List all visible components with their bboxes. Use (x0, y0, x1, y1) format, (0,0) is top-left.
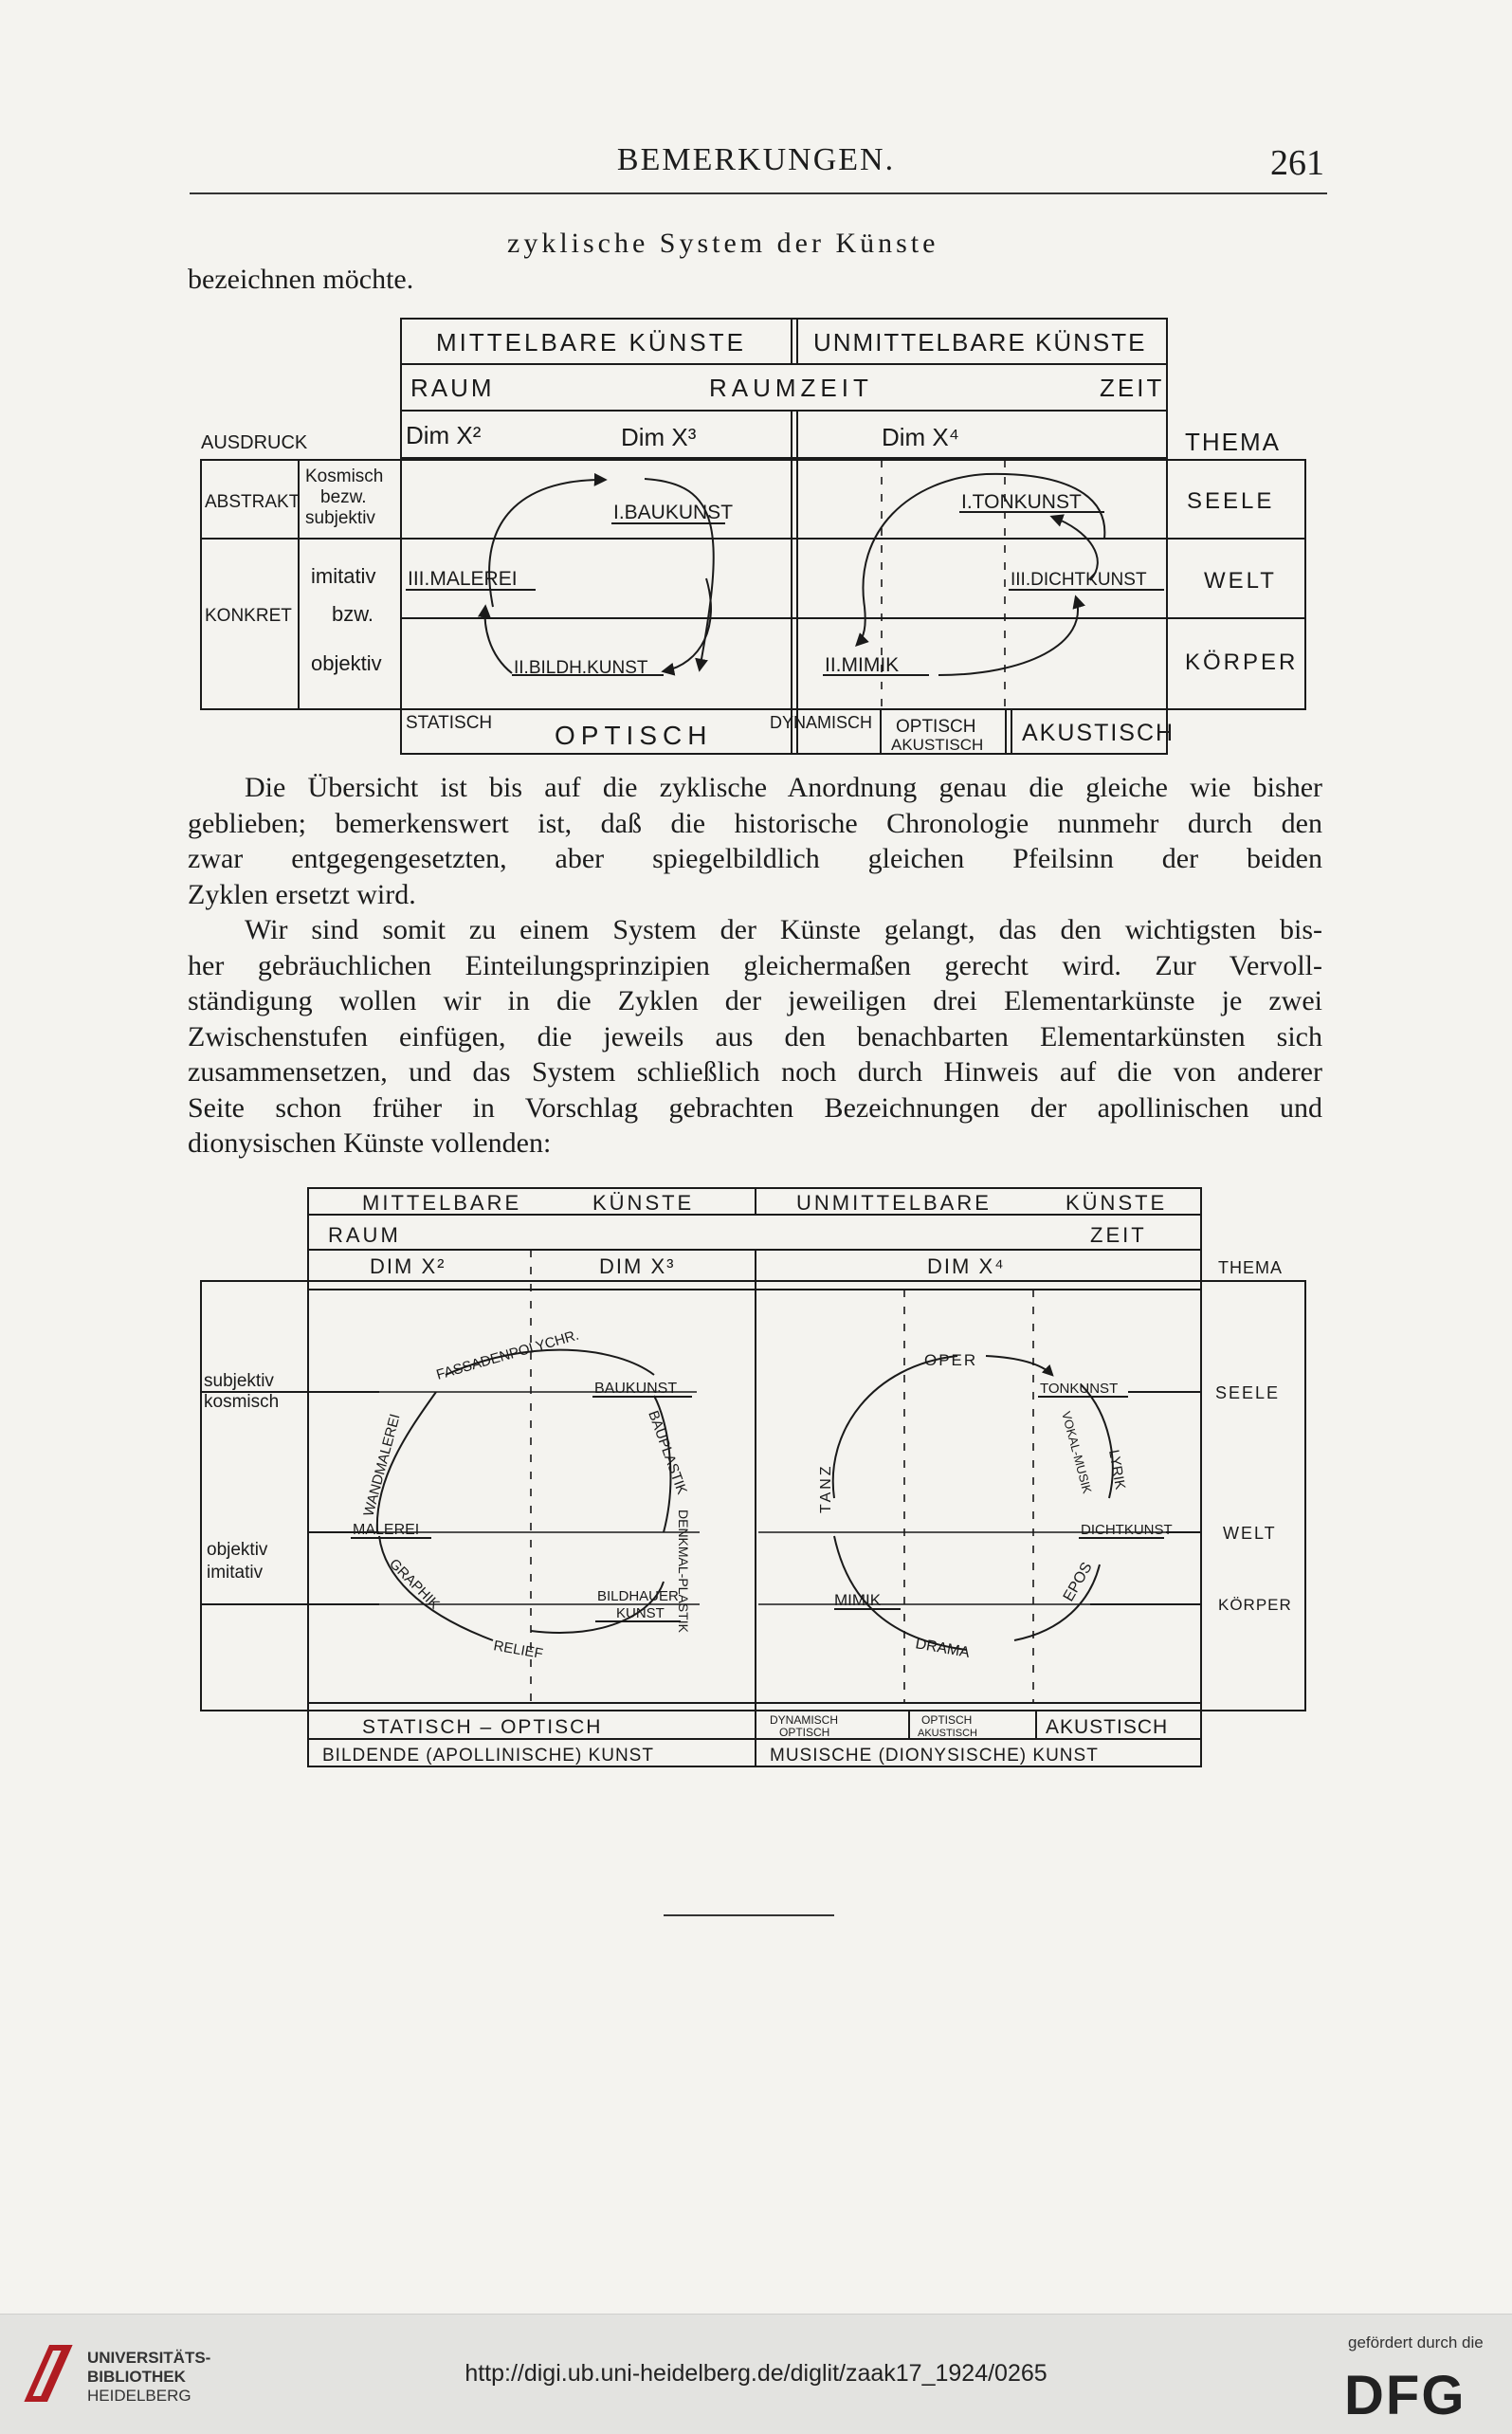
d2-wandmalerei: WANDMALEREI (360, 1412, 404, 1519)
d1-konkret: KONKRET (205, 606, 292, 626)
p2-line-5: zusammensetzen, und das System schließlich noch durch Hinweis auf die von anderer (188, 1056, 1322, 1088)
d2-unmittelbare: UNMITTELBARE (796, 1191, 992, 1215)
d1-raum: RAUM (410, 374, 495, 402)
d2-lyrik: LYRIK (1105, 1448, 1129, 1492)
d2-zeit: ZEIT (1090, 1223, 1147, 1247)
d2-dim3: DIM X³ (599, 1254, 676, 1278)
d1-kosmisch: Kosmisch (305, 467, 384, 486)
d1-statisch: STATISCH (406, 713, 493, 733)
d1-objektiv: objektiv (311, 651, 382, 675)
d2-akustisch-small: AKUSTISCH (918, 1728, 977, 1739)
d2-dim2: DIM X² (370, 1254, 446, 1278)
d2-dichtkunst: DICHTKUNST (1081, 1522, 1173, 1538)
d2-kuenste-1: KÜNSTE (592, 1191, 695, 1215)
p2-line-3: ständigung wollen wir in die Zyklen der jeweiligen drei Elementarkünste je zwei (188, 985, 1322, 1016)
library-name-2: BIBLIOTHEK (87, 2368, 186, 2386)
d2-oper: OPER (924, 1351, 978, 1369)
d2-optisch-small: OPTISCH (779, 1726, 830, 1739)
viewer-footer (0, 2314, 1512, 2434)
d2-malerei: MALEREI (353, 1522, 420, 1538)
d1-welt: WELT (1204, 568, 1277, 594)
d2-bildende-kunst: BILDENDE (APOLLINISCHE) KUNST (322, 1746, 654, 1766)
funding-note: gefördert durch die (1348, 2333, 1484, 2352)
d2-akustisch: AKUSTISCH (1046, 1716, 1169, 1738)
d1-bzw: bzw. (332, 602, 374, 626)
d2-denkmalplastik: DENKMAL-PLASTIK (676, 1510, 691, 1633)
d2-tonkunst: TONKUNST (1040, 1381, 1119, 1397)
p1-line-1: Die Übersicht ist bis auf die zyklische Anordnung genau die gleiche wie bisher (245, 772, 1322, 803)
d1-ausdruck: AUSDRUCK (201, 432, 308, 453)
d1-mittelbare-kuenste: MITTELBARE KÜNSTE (436, 328, 746, 357)
diagram-cyclic-system-1 (0, 0, 1512, 778)
d2-drama: DRAMA (914, 1636, 972, 1661)
d1-abstrakt: ABSTRAKT (205, 492, 301, 512)
d1-bildhkunst: II.BILDH.KUNST (514, 658, 648, 678)
d2-musische-kunst: MUSISCHE (DIONYSISCHE) KUNST (770, 1746, 1099, 1766)
d2-welt: WELT (1223, 1524, 1277, 1543)
d2-relief: RELIEF (492, 1638, 544, 1663)
d2-vokalmusik: VOKAL-MUSIK (1059, 1409, 1095, 1495)
d2-seele: SEELE (1215, 1383, 1281, 1402)
running-header: BEMERKUNGEN. (616, 142, 896, 177)
p2-line-6: Seite schon früher in Vorschlag gebrachten Bezeichnungen der apollinischen und (188, 1092, 1322, 1124)
d2-tanz: TANZ (818, 1463, 834, 1513)
d1-akustisch-small: AKUSTISCH (891, 736, 984, 754)
d2-dim4: DIM X⁴ (927, 1254, 1006, 1278)
d2-dynamisch: DYNAMISCH (770, 1713, 839, 1727)
d1-subjektiv: subjektiv (305, 508, 375, 528)
diagram-cyclic-system-2 (0, 1166, 1512, 1783)
p2-line-4: Zwischenstufen einfügen, die jeweils aus den benachbarten Elementarkünsten sich (188, 1021, 1322, 1052)
d1-tonkunst: I.TONKUNST (961, 491, 1082, 513)
d1-dynamisch: DYNAMISCH (770, 713, 873, 732)
d2-mimik: MIMIK (834, 1591, 882, 1609)
d1-unmittelbare-kuenste: UNMITTELBARE KÜNSTE (813, 328, 1147, 357)
d2-optisch2: OPTISCH (921, 1713, 973, 1727)
d1-dim4: Dim X⁴ (882, 423, 959, 451)
d1-akustisch: AKUSTISCH (1022, 720, 1175, 746)
p1-line-2: geblieben; bemerkenswert ist, daß die historische Chronologie nunmehr durch den (188, 808, 1322, 839)
d2-kosmisch: kosmisch (204, 1392, 280, 1412)
library-name-3: HEIDELBERG (87, 2387, 191, 2405)
d2-bauplastik: BAUPLASTIK (645, 1408, 690, 1497)
d2-statisch-optisch: STATISCH – OPTISCH (362, 1716, 603, 1738)
d1-dim2: Dim X² (406, 421, 482, 449)
d1-optisch: OPTISCH (555, 721, 713, 750)
d2-epos: EPOS (1060, 1559, 1096, 1604)
d2-thema: THEMA (1218, 1258, 1283, 1277)
d1-mimik: II.MIMIK (825, 654, 900, 676)
d2-kuenste-2: KÜNSTE (1066, 1191, 1168, 1215)
d1-malerei: III.MALEREI (408, 568, 518, 590)
intro-line-2: bezeichnen möchte. (188, 264, 414, 295)
d2-fassadenpolychr: FASSADENPOLYCHR. (434, 1327, 581, 1383)
p2-line-7: dionysischen Künste vollenden: (188, 1127, 552, 1159)
d1-baukunst: I.BAUKUNST (613, 502, 734, 523)
d2-baukunst: BAUKUNST (594, 1381, 678, 1397)
d1-dichtkunst: III.DICHTKUNST (1011, 570, 1147, 590)
d1-zeit: ZEIT (1100, 374, 1165, 402)
dfg-logo: DFG (1344, 2365, 1466, 2426)
d1-seele: SEELE (1187, 488, 1275, 514)
d2-kunst: KUNST (616, 1605, 665, 1621)
d2-subjektiv: subjektiv (204, 1371, 274, 1391)
p1-line-3: zwar entgegengesetzten, aber spiegelbildlich gleichen Pfeilsinn der beiden (188, 843, 1322, 874)
p2-line-2: her gebräuchlichen Einteilungsprinzipien gleichermaßen gerecht wird. Zur Vervoll- (188, 950, 1322, 981)
d2-koerper: KÖRPER (1218, 1596, 1292, 1614)
end-rule (664, 1914, 834, 1916)
d1-dim3: Dim X³ (621, 423, 697, 451)
p2-line-1: Wir sind somit zu einem System der Künste gelangt, das den wichtigsten bis- (245, 914, 1322, 945)
d2-bildhauer: BILDHAUER (597, 1588, 679, 1604)
d2-raum: RAUM (328, 1223, 401, 1247)
d1-raumzeit: RAUMZEIT (709, 374, 873, 402)
d2-imitativ: imitativ (207, 1563, 264, 1583)
d2-objektiv: objektiv (207, 1540, 268, 1560)
d1-thema: THEMA (1185, 428, 1281, 456)
d1-bezw: bezw. (320, 487, 367, 507)
permalink-url[interactable]: http://digi.ub.uni-heidelberg.de/diglit/zaak17_1924/0265 (465, 2360, 1047, 2387)
intro-line-1: zyklische System der Künste (507, 228, 939, 259)
p1-line-4: Zyklen ersetzt wird. (188, 879, 416, 910)
d2-graphik: GRAPHIK (386, 1555, 443, 1613)
page-number: 261 (1270, 143, 1324, 183)
d1-optisch-small: OPTISCH (896, 717, 976, 737)
d1-imitativ: imitativ (311, 564, 376, 588)
d1-koerper: KÖRPER (1185, 650, 1299, 675)
library-name-1: UNIVERSITÄTS- (87, 2349, 211, 2367)
d2-mittelbare: MITTELBARE (362, 1191, 522, 1215)
